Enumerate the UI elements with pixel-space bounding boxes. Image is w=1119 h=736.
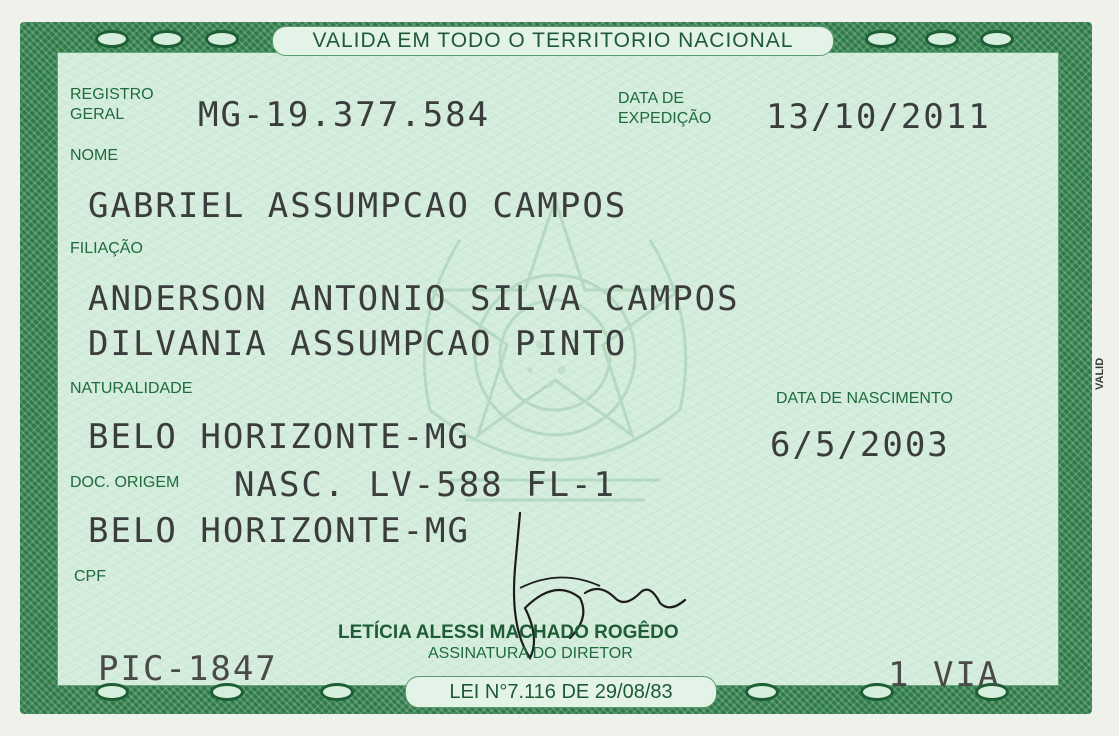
ornament-ring-icon bbox=[745, 683, 779, 701]
nome-label: NOME bbox=[70, 147, 118, 164]
pic-code: PIC-1847 bbox=[98, 649, 278, 689]
filiacao-father: ANDERSON ANTONIO SILVA CAMPOS bbox=[88, 279, 740, 319]
director-title: ASSINATURA DO DIRETOR bbox=[428, 645, 633, 662]
law-footer-banner: LEI N°7.116 DE 29/08/83 bbox=[405, 676, 717, 708]
ornament-ring-icon bbox=[320, 683, 354, 701]
naturalidade-label: NATURALIDADE bbox=[70, 380, 193, 397]
registro-value: MG-19.377.584 bbox=[198, 95, 491, 135]
cpf-label: CPF bbox=[74, 568, 106, 585]
ornament-ring-icon bbox=[865, 30, 899, 48]
registro-label-line2: GERAL bbox=[70, 106, 125, 123]
expedicao-label-line1: DATA DE bbox=[618, 90, 685, 107]
naturalidade-value: BELO HORIZONTE-MG bbox=[88, 417, 470, 457]
ornament-ring-icon bbox=[95, 30, 129, 48]
via-number: 1 VIA bbox=[888, 655, 1001, 695]
nome-value: GABRIEL ASSUMPCAO CAMPOS bbox=[88, 186, 628, 226]
ornament-ring-icon bbox=[980, 30, 1014, 48]
ornament-ring-icon bbox=[925, 30, 959, 48]
ornament-ring-icon bbox=[150, 30, 184, 48]
doc-origem-value: NASC. LV-588 FL-1 bbox=[234, 465, 616, 505]
director-name: LETÍCIA ALESSI MACHADO ROGÊDO bbox=[338, 622, 679, 643]
filiacao-label: FILIAÇÃO bbox=[70, 240, 143, 257]
doc-origem-city: BELO HORIZONTE-MG bbox=[88, 511, 470, 551]
nascimento-label: DATA DE NASCIMENTO bbox=[776, 390, 953, 407]
side-validity-text: VALID bbox=[1094, 357, 1106, 390]
validity-banner: VALIDA EM TODO O TERRITORIO NACIONAL bbox=[272, 26, 834, 56]
director-signature-icon bbox=[500, 508, 700, 668]
filiacao-mother: DILVANIA ASSUMPCAO PINTO bbox=[88, 324, 628, 364]
expedicao-label-line2: EXPEDIÇÃO bbox=[618, 110, 712, 127]
expedicao-value: 13/10/2011 bbox=[766, 97, 991, 137]
ornament-ring-icon bbox=[205, 30, 239, 48]
nascimento-value: 6/5/2003 bbox=[770, 425, 950, 465]
registro-label-line1: REGISTRO bbox=[70, 86, 154, 103]
doc-origem-label: DOC. ORIGEM bbox=[70, 474, 180, 491]
